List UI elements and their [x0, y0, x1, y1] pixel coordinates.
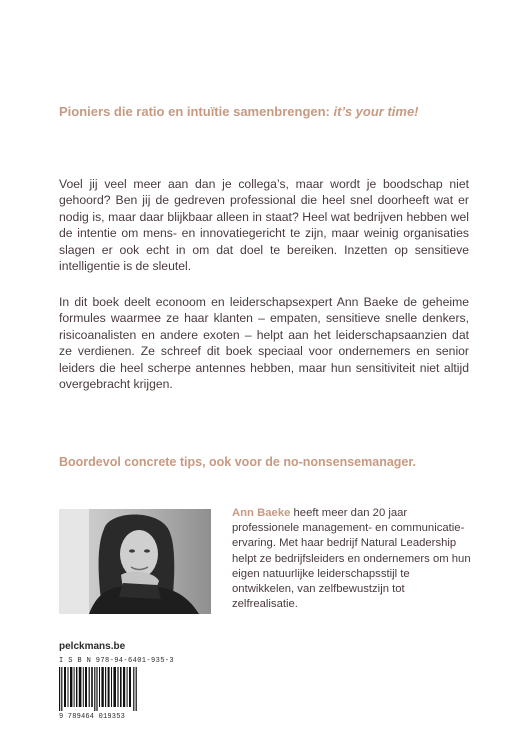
tagline-main: Pioniers die ratio en intuïtie samenbrengen:: [59, 104, 334, 119]
blurb-paragraph-2: In dit boek deelt econoom en leiderschapsexpert Ann Baeke de geheime formules waarmee ze haar klanten – empaten, sensitieve snelle denkers, risicoanalisten en andere exoten – helpt aan het leiderschapsaanzien dat ze verdienen. Ze schreef dit boek speciaal voor ondernemers en senior leiders die heel scherpe antennes hebben, maar hun sensitiviteit niet altijd overgebracht krijgen.: [59, 295, 469, 392]
blurb-paragraph-1: Voel jij veel meer aan dan je collega’s, maar wordt je boodschap niet gehoord? Ben jij de gedreven professional die heel snel doorheeft wat er nodig is, maar daar blijkbaar alleen in staat? Heel wat bedrijven hebben wel de intentie om mens- en innovatiegericht te zijn, maar weinig organisaties slagen er ook echt in om dat doel te bereiken. Inzetten op sensitieve intelligentie is de sleutel.: [59, 177, 469, 274]
isbn-label: I S B N 978-94-6401-935-3: [59, 657, 175, 665]
barcode-digits: 9 789464 019353: [59, 713, 126, 721]
author-bio: [232, 506, 472, 612]
author-bio-text: heeft meer dan 20 jaar professionele management- en communicatie-ervaring. Met haar bedrijf Natural Leadership helpt ze bedrijfsleiders en ondernemers om hun eigen natuurlijke leiderschapsstijl te ontwikkelen, van zelfbewustzijn tot zelfrealisatie.: [232, 507, 471, 611]
author-photo: [59, 509, 211, 614]
barcode-icon: [59, 667, 137, 711]
author-name: Ann Baeke: [232, 507, 291, 519]
tagline-emphasis: it’s your time!: [333, 104, 419, 119]
subtitle: Boordevol concrete tips, ook voor de no-nonsensemanager.: [59, 455, 417, 469]
publisher-url: pelckmans.be: [59, 641, 126, 652]
tagline: [59, 104, 479, 119]
